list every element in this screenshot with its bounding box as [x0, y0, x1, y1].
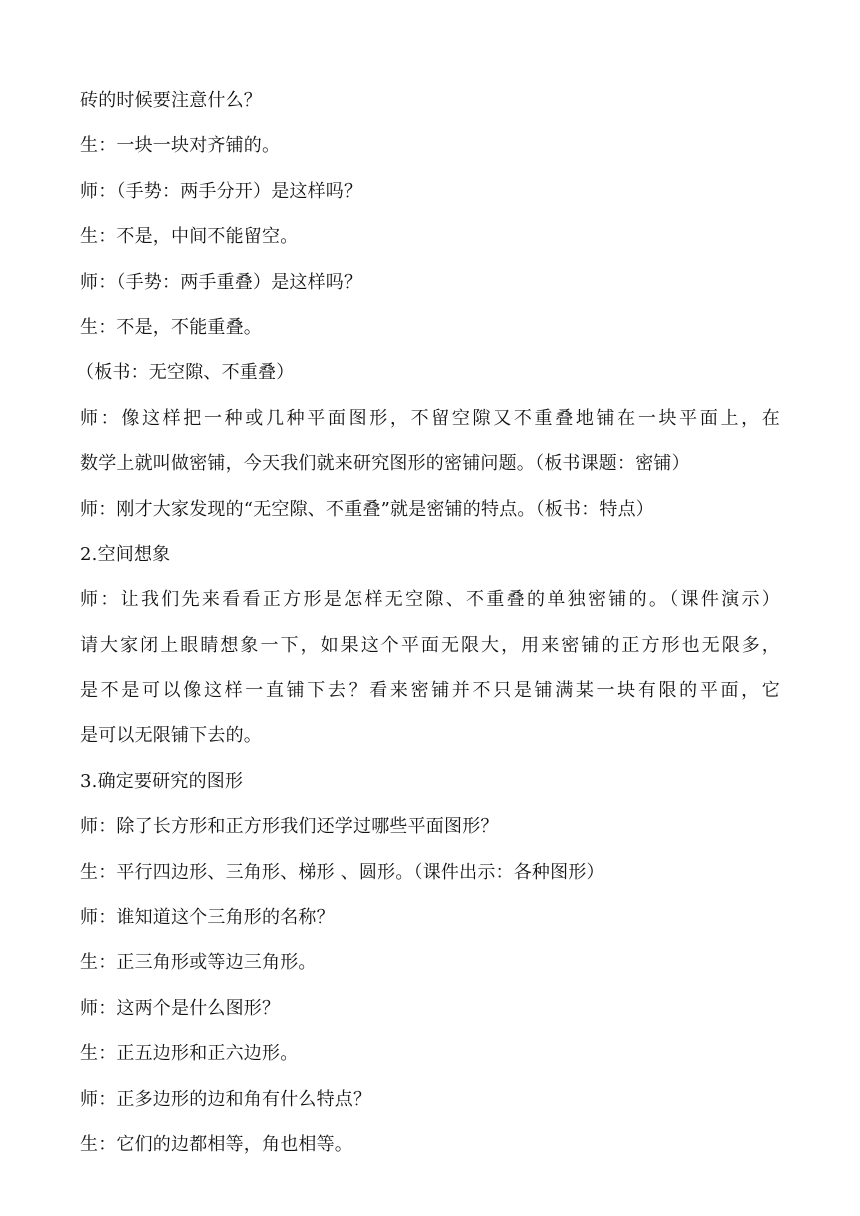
text-line: 数学上就叫做密铺，今天我们就来研究图形的密铺问题。（板书课题：密铺） [80, 453, 690, 475]
text-line: 砖的时候要注意什么？ [80, 90, 262, 111]
text-line: 是可以无限铺下去的。 [80, 725, 262, 747]
document-body [76, 84, 780, 1173]
text-line: 生：一块一块对齐铺的。 [80, 135, 281, 157]
text-line: 师：（手势：两手重叠）是这样吗？ [80, 271, 363, 293]
section-heading: 2.空间想象 [80, 543, 171, 565]
text-line: 师：像这样把一种或几种平面图形，不留空隙又不重叠地铺在一块平面上，在 [80, 407, 780, 429]
text-line: 请大家闭上眼睛想象一下，如果这个平面无限大，用来密铺的正方形也无限多， [80, 634, 780, 656]
board-note-line: （板书：无空隙、不重叠） [76, 362, 295, 384]
text-line: 生：它们的边都相等，角也相等。 [80, 1133, 353, 1155]
text-line: 生：正五边形和正六边形。 [80, 1043, 299, 1065]
text-line: 师：除了长方形和正方形我们还学过哪些平面图形？ [80, 816, 499, 838]
text-line: 生：平行四边形、三角形、梯形 、圆形。（课件出示：各种图形） [80, 861, 605, 883]
text-line: 是不是可以像这样一直铺下去？看来密铺并不只是铺满某一块有限的平面，它 [80, 680, 780, 702]
text-line: 师：（手势：两手分开）是这样吗？ [80, 180, 363, 202]
text-line: 生：不是，中间不能留空。 [80, 226, 299, 248]
text-line: 师：刚才大家发现的“无空隙、不重叠”就是密铺的特点。（板书：特点） [80, 498, 655, 520]
text-line: 师：让我们先来看看正方形是怎样无空隙、不重叠的单独密铺的。（课件演示） [80, 589, 780, 611]
text-line: 生：不是，不能重叠。 [80, 316, 262, 338]
section-heading: 3.确定要研究的图形 [80, 770, 244, 792]
text-line: 师：这两个是什么图形？ [80, 997, 281, 1019]
text-line: 师：谁知道这个三角形的名称？ [80, 907, 335, 929]
text-line: 师：正多边形的边和角有什么特点？ [80, 1088, 372, 1110]
text-line: 生：正三角形或等边三角形。 [80, 952, 317, 974]
